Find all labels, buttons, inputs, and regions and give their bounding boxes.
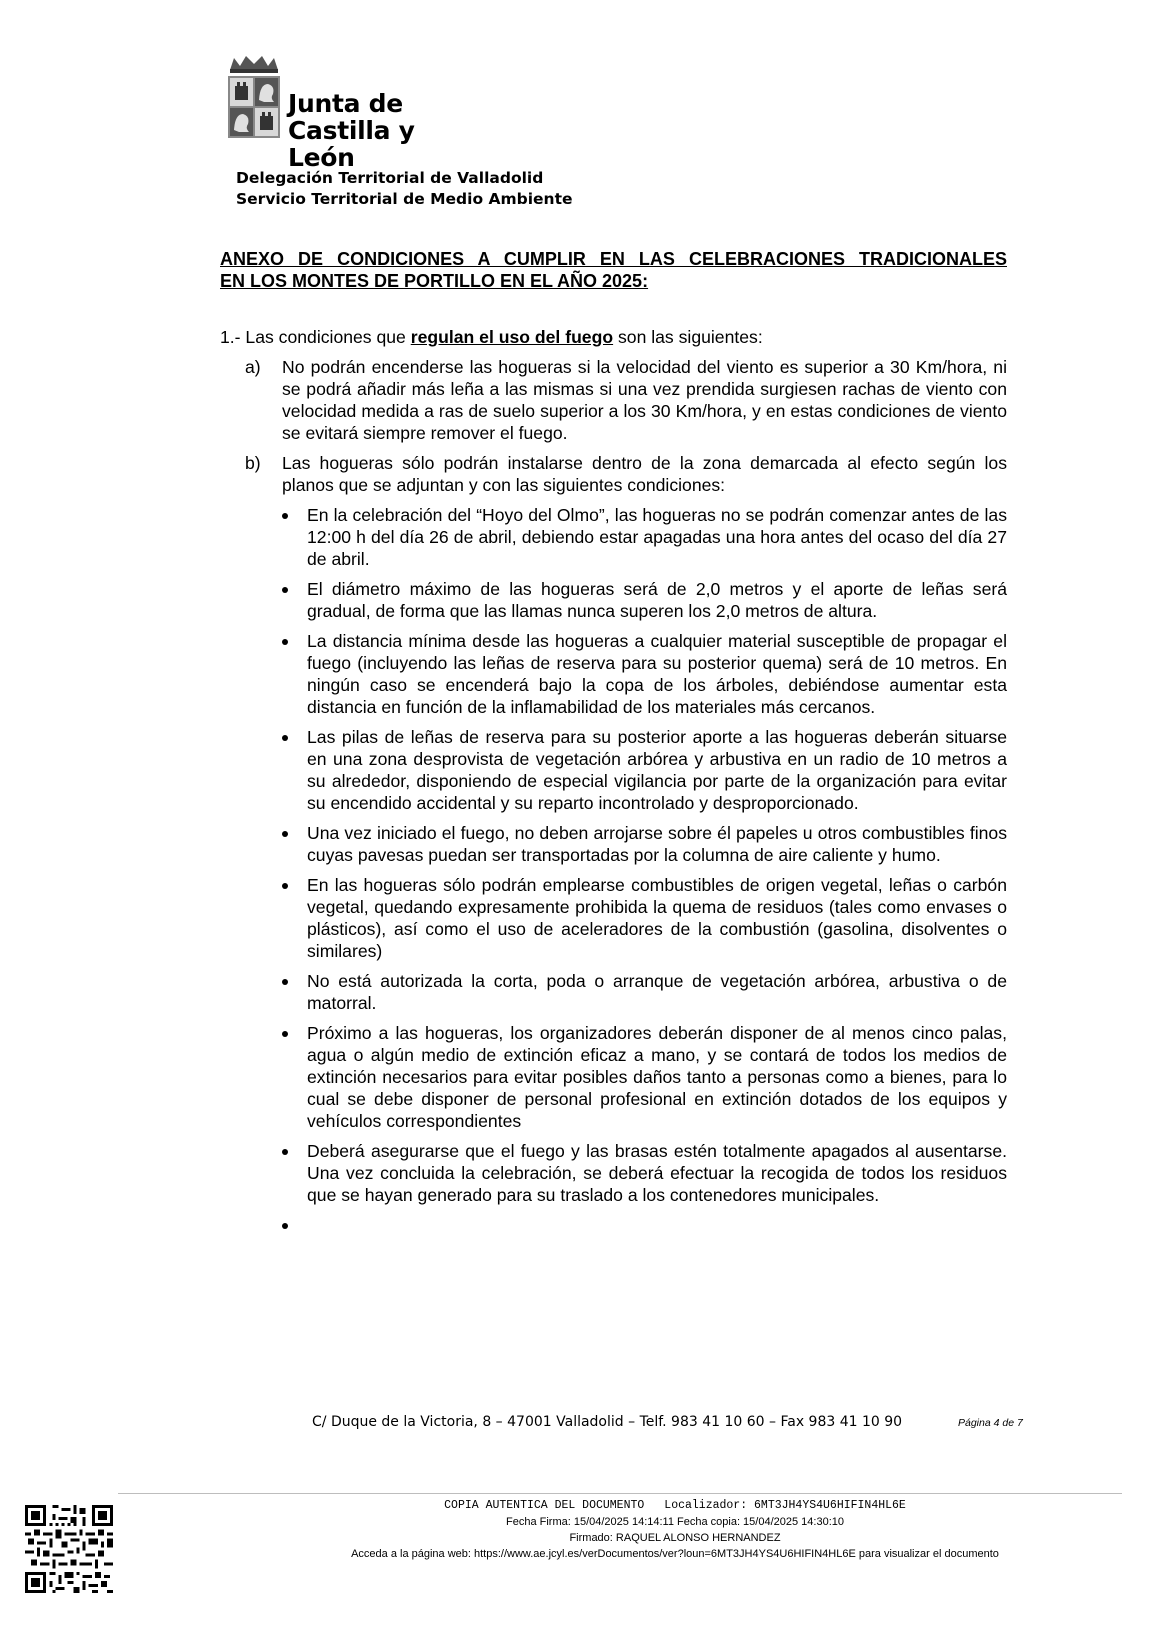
bullet-text: El diámetro máximo de las hogueras será de 2,0 metros y el aporte de leñas será gradual, de forma que las llamas nunca superen los 2,0 metros de altura. — [307, 579, 1007, 621]
locator-code: Localizador: 6MT3JH4YS4U6HIFIN4HL6E — [664, 1499, 906, 1512]
list-item — [220, 630, 1007, 718]
authentic-copy-stamp — [200, 1498, 1149, 1562]
empty-list-item — [220, 1214, 1007, 1236]
bullet-icon — [282, 735, 288, 741]
footer-address: C/ Duque de la Victoria, 8 – 47001 Valladolid – Telf. 983 41 10 60 – Fax 983 41 10 90 — [312, 1414, 903, 1430]
list-item — [220, 822, 1007, 866]
list-item — [220, 874, 1007, 962]
bullet-icon — [282, 1149, 288, 1155]
page-number: Página 4 de 7 — [958, 1417, 1023, 1429]
condition-item-b — [220, 452, 1007, 496]
item-label: a) — [245, 357, 261, 377]
bullet-icon — [282, 1223, 288, 1229]
item-text: No podrán encenderse las hogueras si la velocidad del viento es superior a 30 Km/hora, ni se podrá añadir más leña a las mismas si una vez prendida surgiesen rachas de viento con velocidad medida a ras de suelo superior a los 30 Km/hora, y en estas condiciones de viento se evitará siempre remover el fuego. — [282, 357, 1007, 443]
signature-dates: Fecha Firma: 15/04/2025 14:14:11 Fecha copia: 15/04/2025 14:30:10 — [506, 1516, 844, 1528]
verification-url-line: Acceda a la página web: https://www.ae.jcyl.es/verDocumentos/ver?loun=6MT3JH4YS4U6HIFIN4HL6E para visualizar el documento — [351, 1548, 999, 1560]
intro-bold-phrase: regulan el uso del fuego — [410, 327, 614, 347]
bullet-icon — [282, 587, 288, 593]
bullet-icon — [282, 883, 288, 889]
logo-line-1: Junta de — [288, 89, 403, 118]
list-item — [220, 970, 1007, 1014]
signed-by: Firmado: RAQUEL ALONSO HERNANDEZ — [569, 1532, 781, 1544]
intro-suffix: son las siguientes: — [613, 327, 763, 347]
list-item — [220, 578, 1007, 622]
bullet-text: Las pilas de leñas de reserva para su posterior aporte a las hogueras deberán situarse en una zona desprovista de vegetación arbórea y arbustiva en un radio de 10 metros a su alrededor, disponiendo de especial vigilancia por parte de la organización para evitar su encendido accidental y su reparto incontrolado y desproporcionado. — [307, 727, 1007, 813]
qr-code-icon — [25, 1505, 113, 1593]
bullet-text: La distancia mínima desde las hogueras a cualquier material susceptible de propagar el fuego (incluyendo las leñas de reserva para su posterior quema) será de 10 metros. En ningún caso se encenderá bajo la copa de los árboles, debiéndose aumentar esta distancia en función de la inflamabilidad de los materiales más cercanos. — [307, 631, 1007, 717]
title-line-1: ANEXO DE CONDICIONES A CUMPLIR EN LAS CELEBRACIONES TRADICIONALES — [220, 249, 1007, 269]
junta-logo — [226, 54, 486, 172]
bullet-icon — [282, 831, 288, 837]
footer-divider — [118, 1493, 1122, 1494]
office-line-2: Servicio Territorial de Medio Ambiente — [236, 190, 573, 208]
bullet-text: En la celebración del “Hoyo del Olmo”, las hogueras no se podrán comenzar antes de las 12:00 h del día 26 de abril, debiendo estar apagadas una hora antes del ocaso del día 27 de abril. — [307, 505, 1007, 569]
list-item — [220, 504, 1007, 570]
condition-bullet-list — [220, 504, 1007, 1236]
office-line-1: Delegación Territorial de Valladolid — [236, 169, 544, 187]
list-item — [220, 1140, 1007, 1206]
condition-item-a — [220, 356, 1007, 444]
copy-label: COPIA AUTENTICA DEL DOCUMENTO — [444, 1499, 645, 1512]
office-heading — [236, 168, 573, 210]
item-label: b) — [245, 453, 261, 473]
document-body — [220, 326, 1007, 1244]
title-line-2: EN LOS MONTES DE PORTILLO EN EL AÑO 2025: — [220, 271, 649, 291]
bullet-icon — [282, 979, 288, 985]
intro-prefix: 1.- Las condiciones que — [220, 327, 411, 347]
bullet-text: Una vez iniciado el fuego, no deben arrojarse sobre él papeles u otros combustibles finos cuyas pavesas puedan ser transportadas por la columna de aire caliente y humo. — [307, 823, 1007, 865]
logo-line-2: Castilla y León — [288, 116, 415, 172]
item-text: Las hogueras sólo podrán instalarse dentro de la zona demarcada al efecto según los planos que se adjuntan y con las siguientes condiciones: — [282, 453, 1007, 495]
bullet-text: En las hogueras sólo podrán emplearse combustibles de origen vegetal, leñas o carbón vegetal, quedando expresamente prohibida la quema de residuos (tales como envases o plásticos), así como el uso de aceleradores de la combustión (gasolina, disolventes o similares) — [307, 875, 1007, 961]
logo-wordmark — [288, 90, 486, 171]
bullet-text: No está autorizada la corta, poda o arranque de vegetación arbórea, arbustiva o de matorral. — [307, 971, 1007, 1013]
stamp-header — [200, 1498, 1149, 1514]
bullet-icon — [282, 1031, 288, 1037]
castilla-leon-coat-of-arms-icon — [226, 54, 282, 146]
list-item — [220, 726, 1007, 814]
bullet-text: Deberá asegurarse que el fuego y las brasas estén totalmente apagados al ausentarse. Una vez concluida la celebración, se deberá efectuar la recogida de todos los residuos que se hayan generado para su traslado a los contenedores municipales. — [307, 1141, 1007, 1205]
list-item — [220, 1022, 1007, 1132]
section-intro — [220, 326, 1007, 348]
bullet-text: Próximo a las hogueras, los organizadores deberán disponer de al menos cinco palas, agua o algún medio de extinción eficaz a mano, y se contará de todos los medios de extinción necesarios para evitar posibles daños tanto a personas como a bienes, para lo cual se debe disponer de personal profesional en extinción dotados de los equipos y vehículos correspondientes — [307, 1023, 1007, 1131]
bullet-icon — [282, 513, 288, 519]
bullet-icon — [282, 639, 288, 645]
document-title — [220, 248, 1007, 292]
